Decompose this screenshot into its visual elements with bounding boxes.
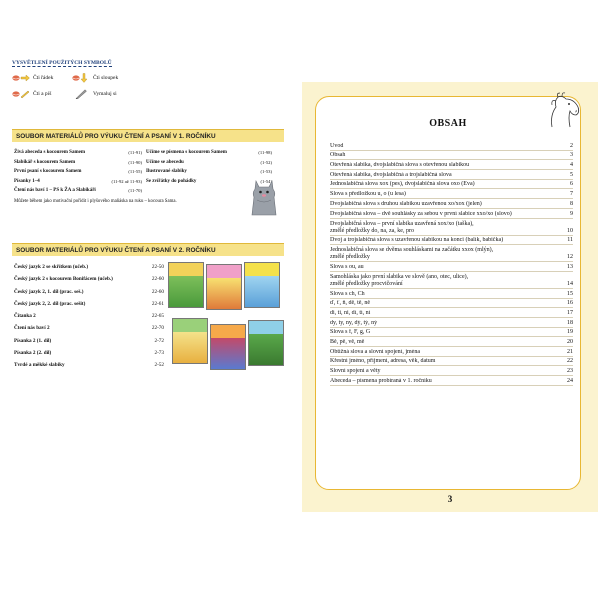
legend-label: Vymaluj si bbox=[93, 91, 117, 97]
toc-entry: Dvoj a trojslabičná slova s uzavřenou slabikou na konci (balík, babička) 11 bbox=[330, 237, 573, 244]
list-item: Čítanka 2 22-65 bbox=[14, 313, 164, 320]
toc-entry: Dvojslabičná slova – první slabika uzavřená xox/xo (taška), změlé předložky do, na, za, ke, pro 10 bbox=[330, 220, 573, 234]
toc-entry: Bě, pě, vě, mě 20 bbox=[330, 339, 573, 345]
section1-left-column bbox=[14, 148, 142, 196]
toc-entry: Samohláska jako první slabika ve slově (ano, otec, ulice), změlé předložky procvičování 14 bbox=[330, 273, 573, 287]
list-item: Čtení nás baví 2 22-70 bbox=[14, 325, 164, 332]
legend-heading: VYSVĚTLENÍ POUŽITÝCH SYMBOLŮ bbox=[12, 60, 112, 66]
contents-frame bbox=[315, 96, 581, 490]
toc-entry: Obtížná slova a slovní spojení, jména 21 bbox=[330, 348, 573, 355]
toc-entry: Slova s předložkou u, o (u lesa) 7 bbox=[330, 191, 573, 198]
legend-label: Čti řádek bbox=[33, 75, 54, 81]
right-page bbox=[302, 82, 598, 512]
toc-entry: Jednoslabičná slova se dvěma souhláskami na začátku xxox (mlýn), změlé předložky 12 bbox=[330, 247, 573, 261]
list-item: Český jazyk 2 se skřítkem (učeb.) 22-50 bbox=[14, 264, 164, 270]
toc-entry: Slova s ch, Ch 15 bbox=[330, 290, 573, 297]
book-cover-image bbox=[172, 318, 208, 364]
legend-item-color bbox=[72, 89, 132, 99]
contents-title: OBSAH bbox=[429, 118, 467, 129]
toc-entry: Slovní spojení a věty 23 bbox=[330, 368, 573, 375]
list-item: Písanka 2 (1. díl) 2-72 bbox=[14, 337, 164, 344]
toc-entry: di, ti, ni, dí, tí, ní 17 bbox=[330, 309, 573, 316]
mouth-arrow-down-icon bbox=[72, 73, 90, 83]
list-item: Český jazyk 2, 1. díl (prac. seš.) 22-60 bbox=[14, 288, 164, 295]
section2-list bbox=[14, 261, 164, 372]
list-item: Slabikář s kocourem Samem (11-90) bbox=[14, 159, 142, 165]
legend-label: Čti sloupek bbox=[93, 75, 119, 81]
book-cover-image bbox=[210, 324, 246, 370]
book-cover-image bbox=[206, 264, 242, 310]
list-item: První psaní s kocourem Samem (11-55) bbox=[14, 169, 142, 174]
mouth-pencil-icon bbox=[12, 89, 30, 99]
list-item: Učíme se písmena s kocourem Samem (11-98) bbox=[146, 150, 272, 155]
symbol-legend bbox=[12, 60, 142, 99]
toc-entry: Slova s f, F, g, G 19 bbox=[330, 329, 573, 336]
toc-entry: Dvojslabičná slova s druhou slabikou uzavřenou xo/xox (jelen) 8 bbox=[330, 200, 573, 207]
section1-banner: SOUBOR MATERIÁLŮ PRO VÝUKU ČTENÍ A PSANÍ V 1. ROČNÍKU bbox=[12, 129, 284, 142]
list-item: Čtení nás baví 1 – PS k ŽA a Slabikáři (11-70) bbox=[14, 188, 142, 193]
book-cover-image bbox=[248, 320, 284, 366]
table-of-contents bbox=[330, 141, 573, 386]
legend-item-read-column bbox=[72, 73, 132, 83]
toc-entry: dy, ty, ny, dý, tý, ný 18 bbox=[330, 319, 573, 326]
book-cover-image bbox=[244, 262, 280, 308]
toc-entry: Jednoslabičná slova xox (pes), dvojslabičná slova oxo (Eva) 6 bbox=[330, 181, 573, 188]
page-number: 3 bbox=[447, 494, 453, 504]
list-item: Písanky 1–4 (11-92 až 11-93) bbox=[14, 178, 142, 184]
toc-entry: Otevřená slabika, dvojslabičná a trojslabičná slova 5 bbox=[330, 171, 573, 178]
legend-label: Čti a piš bbox=[33, 91, 52, 97]
toc-entry: ď, ť, ň, dě, tě, ně 16 bbox=[330, 300, 573, 307]
section1-note: Můžete během jako motivační pořídit i plyšového maňáska na ruku – kocoura Sama. bbox=[14, 198, 177, 204]
toc-entry: Slova s ou, au 13 bbox=[330, 263, 573, 270]
list-item: Živá abeceda s kocourem Samem (11-91) bbox=[14, 150, 142, 155]
list-item: Písanka 2 (2. díl) 2-73 bbox=[14, 350, 164, 357]
toc-entry: Abeceda – písmena probíraná v 1. ročníku 24 bbox=[330, 377, 573, 384]
mouth-arrow-icon bbox=[12, 73, 30, 83]
section2-banner: SOUBOR MATERIÁLŮ PRO VÝUKU ČTENÍ A PSANÍ V 2. ROČNÍKU bbox=[12, 243, 284, 256]
list-item: Ilustrované slabiky (1-53) bbox=[146, 169, 272, 174]
legend-item-read-write bbox=[12, 89, 72, 99]
list-item: Český jazyk 2 s kocourem Bonifácem (učeb.) 22-60 bbox=[14, 276, 164, 283]
cat-puppet-icon bbox=[248, 177, 280, 217]
book-cover-image bbox=[168, 262, 204, 308]
section1-list bbox=[14, 148, 286, 204]
toc-entry: Křestní jméno, příjmení, adresa, věk, datum 22 bbox=[330, 358, 573, 365]
legend-item-read-row bbox=[12, 73, 72, 83]
book-covers bbox=[168, 262, 284, 372]
toc-entry: Obsah 3 bbox=[330, 152, 573, 159]
toc-entry: Úvod 2 bbox=[330, 142, 573, 149]
pencil-icon bbox=[72, 89, 90, 99]
toc-entry: Dvojslabičná slova – dvě souhlásky za sebou v první slabice xxo/xo (slovo) 9 bbox=[330, 210, 573, 217]
list-item: Tvrdé a měkké slabiky 2-52 bbox=[14, 362, 164, 369]
list-item: Se zvířátky do pohádky (1-54) bbox=[146, 178, 272, 184]
list-item: Český jazyk 2, 2. díl (prac. sešit) 22-61 bbox=[14, 300, 164, 307]
list-item: Učíme se abecedu (1-52) bbox=[146, 159, 272, 165]
toc-entry: Otevřená slabika, dvojslabičná slova s otevřenou slabikou 4 bbox=[330, 162, 573, 169]
